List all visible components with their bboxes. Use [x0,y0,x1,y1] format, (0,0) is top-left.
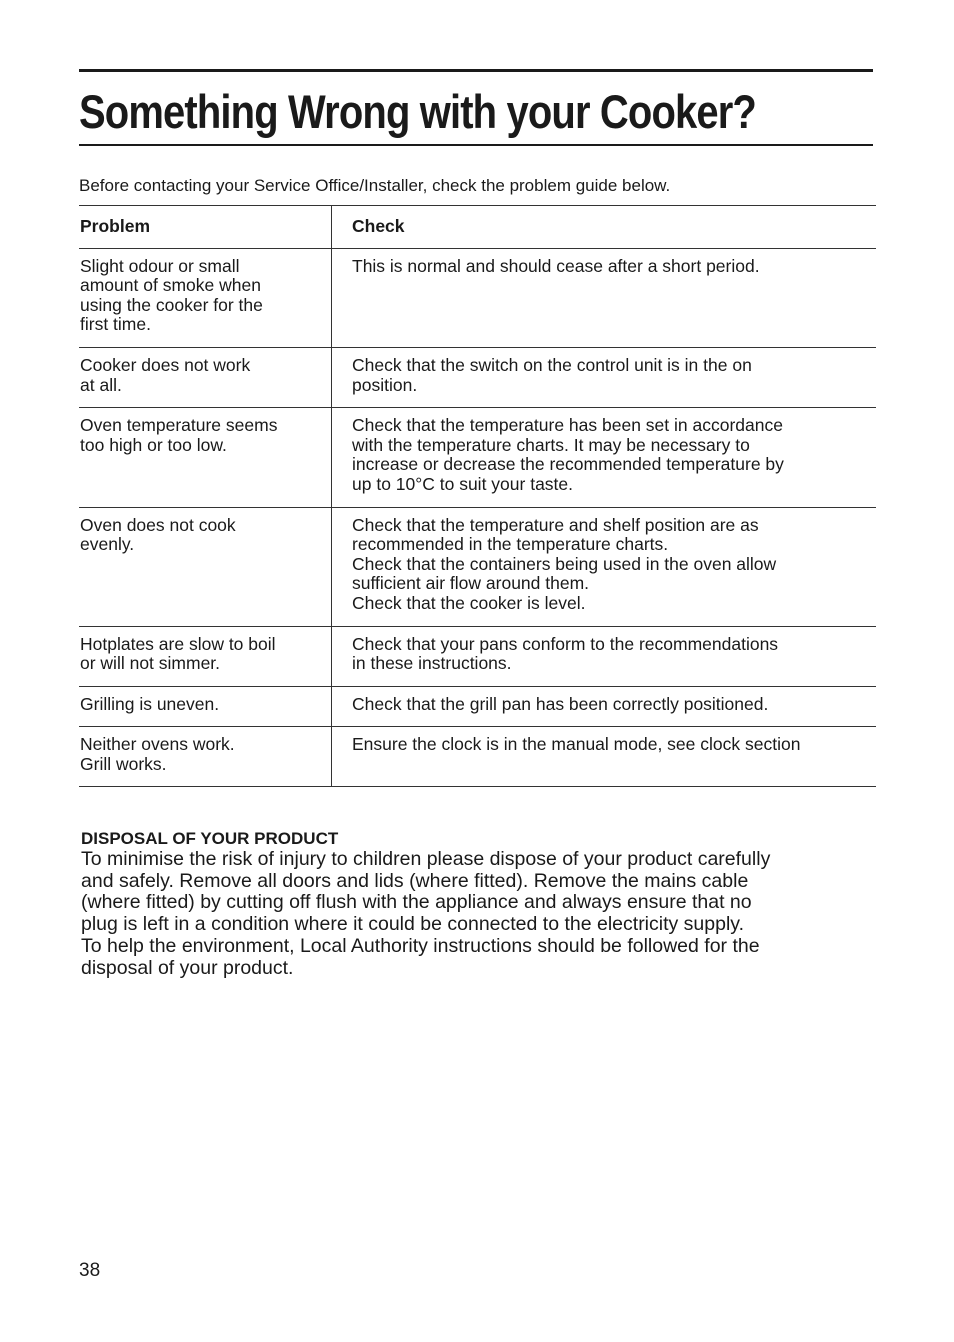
problem-cell [79,627,332,686]
check-text: sufficient air flow around them. [352,573,590,594]
title-top-rule [79,69,873,72]
disposal-line: (where fitted) by cutting off flush with the appliance and always ensure that no [81,891,752,914]
check-text: Ensure the clock is in the manual mode, see clock section [352,734,801,755]
problem-text: Slight odour or small [80,255,240,276]
problem-text: too high or too low. [80,434,227,455]
disposal-line: To minimise the risk of injury to children please dispose of your product carefully [81,848,771,870]
disposal-line: disposal of your product. [81,956,294,979]
intro-text: Before contacting your Service Office/Installer, check the problem guide below. [79,176,671,195]
check-cell [332,727,876,786]
page-number: 38 [79,1260,101,1281]
check-text: Check that your pans conform to the recommendations [352,633,779,654]
check-cell [332,687,876,727]
table-row [79,687,876,728]
problem-cell [79,408,332,506]
check-cell [332,508,876,626]
check-text: Check that the temperature and shelf position are as [352,514,759,535]
problem-text: Grill works. [80,753,167,774]
check-text: Check that the containers being used in the oven allow [352,553,777,574]
problem-text: evenly. [80,534,135,555]
check-cell [332,348,876,407]
problem-guide-table [79,205,876,787]
check-text: increase or decrease the recommended temperature by [352,454,784,475]
title-bottom-rule [79,144,873,146]
table-row [79,249,876,348]
check-text: This is normal and should cease after a short period. [352,255,760,276]
problem-text: Grilling is uneven. [80,693,220,714]
disposal-line: plug is left in a condition where it could be connected to the electricity supply. [81,913,745,936]
problem-text: first time. [80,314,151,335]
problem-cell [79,727,332,786]
problem-text: Oven does not cook [80,514,236,535]
check-text: Check that the cooker is level. [352,592,586,613]
table-row [79,627,876,687]
check-cell [332,408,876,506]
check-text: up to 10°C to suit your taste. [352,473,574,494]
disposal-text [81,849,871,979]
check-text: in these instructions. [352,653,512,674]
problem-cell [79,348,332,407]
problem-text: at all. [80,374,122,395]
problem-text: or will not simmer. [80,653,221,674]
problem-text: Neither ovens work. [80,734,235,755]
problem-text: Hotplates are slow to boil [80,633,276,654]
problem-text: using the cooker for the [80,294,263,315]
table-row [79,508,876,627]
problem-cell [79,249,332,347]
disposal-line: and safely. Remove all doors and lids (where fitted). Remove the mains cable [81,869,749,892]
check-column-header: Check [352,216,405,236]
table-row [79,727,876,787]
problem-cell [79,687,332,727]
table-body [79,249,876,788]
page-title: Something Wrong with your Cooker? [79,85,756,138]
check-text: Check that the switch on the control unit is in the on [352,354,752,375]
check-cell [332,249,876,347]
check-text: position. [352,374,418,395]
problem-text: Oven temperature seems [80,415,278,436]
disposal-heading: DISPOSAL OF YOUR PRODUCT [81,829,339,848]
check-text: Check that the temperature has been set in accordance [352,415,783,436]
check-text: Check that the grill pan has been correctly positioned. [352,693,769,714]
problem-cell [79,508,332,626]
table-header-row [79,205,876,249]
disposal-line: To help the environment, Local Authority instructions should be followed for the [81,934,760,957]
check-text: with the temperature charts. It may be necessary to [352,434,750,455]
problem-text: Cooker does not work [80,354,251,375]
table-row [79,348,876,408]
check-cell [332,627,876,686]
disposal-section [81,829,871,979]
problem-text: amount of smoke when [80,275,261,296]
problem-column-header: Problem [79,206,332,248]
check-text: recommended in the temperature charts. [352,534,669,555]
table-row [79,408,876,507]
